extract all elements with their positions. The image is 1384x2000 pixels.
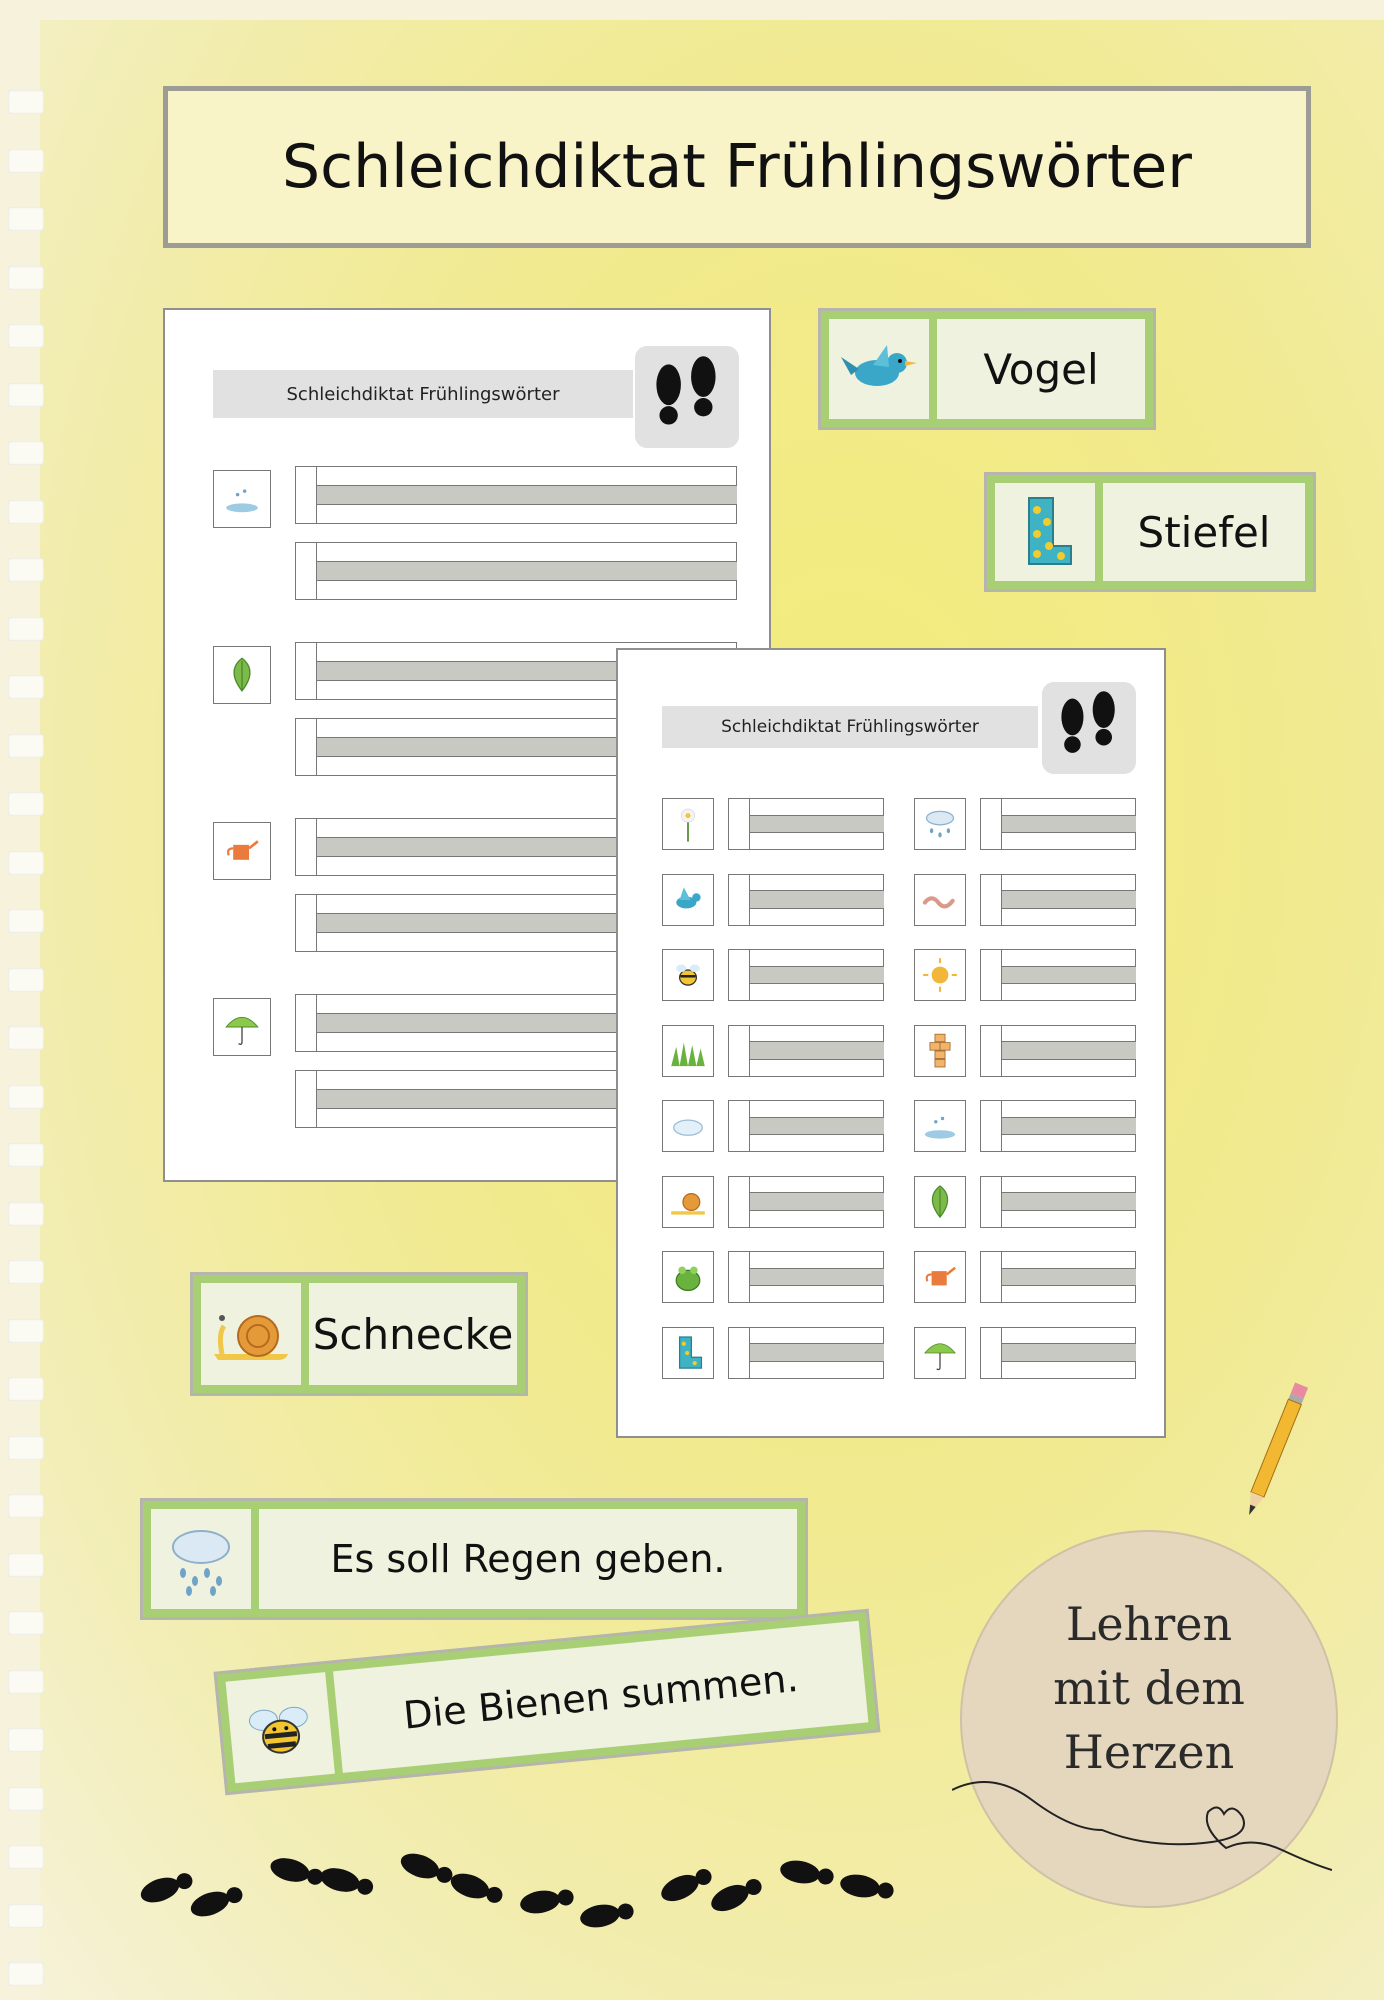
snail-icon bbox=[662, 1176, 714, 1228]
line-house-icon bbox=[980, 1025, 1002, 1077]
spiral-hole bbox=[8, 441, 44, 465]
footprint-icon bbox=[657, 1864, 715, 1907]
rain-cloud-icon bbox=[914, 798, 966, 850]
umbrella-icon bbox=[914, 1327, 966, 1379]
line-house-icon bbox=[728, 1327, 750, 1379]
writing-line bbox=[728, 1176, 884, 1228]
leaf-icon bbox=[213, 646, 271, 704]
spiral-hole bbox=[8, 1611, 44, 1635]
word-card-label: Schnecke bbox=[309, 1283, 517, 1385]
footprint-icon bbox=[137, 1868, 195, 1907]
writing-line bbox=[295, 466, 737, 524]
spiral-hole bbox=[8, 675, 44, 699]
snail-icon bbox=[201, 1283, 301, 1385]
spiral-hole bbox=[8, 1319, 44, 1343]
pencil-icon bbox=[1240, 1376, 1310, 1526]
spiral-hole bbox=[8, 909, 44, 933]
watering-can-icon bbox=[213, 822, 271, 880]
spiral-hole bbox=[8, 1845, 44, 1869]
writing-line bbox=[980, 1100, 1136, 1152]
writing-line bbox=[980, 874, 1136, 926]
writing-line bbox=[980, 949, 1136, 1001]
spiral-hole bbox=[8, 558, 44, 582]
boot-icon bbox=[662, 1327, 714, 1379]
spiral-hole bbox=[8, 266, 44, 290]
spiral-hole bbox=[8, 1728, 44, 1752]
spiral-hole bbox=[8, 90, 44, 114]
word-card-label: Vogel bbox=[937, 319, 1145, 419]
footprints-trail bbox=[120, 1830, 980, 1960]
footprint-icon bbox=[397, 1849, 455, 1888]
spiral-hole bbox=[8, 1904, 44, 1928]
line-house-icon bbox=[728, 1251, 750, 1303]
writing-line bbox=[728, 1251, 884, 1303]
line-house-icon bbox=[295, 718, 317, 776]
word-card-stiefel bbox=[984, 472, 1316, 592]
line-house-icon bbox=[980, 1100, 1002, 1152]
writing-line bbox=[980, 798, 1136, 850]
worksheet-two-column bbox=[616, 648, 1166, 1438]
footprint-icon bbox=[707, 1874, 765, 1917]
writing-line bbox=[728, 798, 884, 850]
watering-can-icon bbox=[914, 1251, 966, 1303]
writing-line bbox=[295, 542, 737, 600]
notebook-spiral bbox=[0, 0, 60, 2000]
sun-icon bbox=[914, 949, 966, 1001]
spiral-hole bbox=[8, 968, 44, 992]
footprint-icon bbox=[578, 1899, 635, 1930]
footprint-icon bbox=[268, 1854, 326, 1889]
bee-icon bbox=[226, 1672, 335, 1783]
line-house-icon bbox=[980, 1176, 1002, 1228]
line-house-icon bbox=[728, 1025, 750, 1077]
line-house-icon bbox=[980, 798, 1002, 850]
sentence-card-label: Die Bienen summen. bbox=[333, 1621, 868, 1773]
rain-cloud-icon bbox=[151, 1509, 251, 1609]
spiral-hole bbox=[8, 383, 44, 407]
grass-icon bbox=[662, 1025, 714, 1077]
line-house-icon bbox=[295, 818, 317, 876]
line-house-icon bbox=[980, 949, 1002, 1001]
line-house-icon bbox=[728, 949, 750, 1001]
logo-line-1: Lehren bbox=[1065, 1597, 1233, 1651]
spiral-hole bbox=[8, 1670, 44, 1694]
line-house-icon bbox=[728, 1176, 750, 1228]
spiral-hole bbox=[8, 792, 44, 816]
spiral-hole bbox=[8, 1553, 44, 1577]
word-card-schnecke bbox=[190, 1272, 528, 1396]
writing-line bbox=[728, 1327, 884, 1379]
spiral-hole bbox=[8, 1202, 44, 1226]
spiral-hole bbox=[8, 207, 44, 231]
puddle-icon bbox=[914, 1100, 966, 1152]
footprint-icon bbox=[187, 1882, 245, 1921]
sentence-card-regen bbox=[140, 1498, 808, 1620]
cloud-icon bbox=[662, 1100, 714, 1152]
boot-icon bbox=[995, 483, 1095, 581]
flower-icon bbox=[662, 798, 714, 850]
footprint-icon bbox=[518, 1885, 575, 1916]
puddle-icon bbox=[213, 470, 271, 528]
spiral-hole bbox=[8, 1962, 44, 1986]
word-card-label: Stiefel bbox=[1103, 483, 1305, 581]
line-house-icon bbox=[295, 894, 317, 952]
brand-logo bbox=[960, 1530, 1338, 1908]
logo-line-3: Herzen bbox=[1063, 1725, 1235, 1779]
spiral-hole bbox=[8, 500, 44, 524]
writing-line bbox=[728, 874, 884, 926]
spiral-hole bbox=[8, 851, 44, 875]
line-house-icon bbox=[295, 994, 317, 1052]
word-card-vogel bbox=[818, 308, 1156, 430]
umbrella-icon bbox=[213, 998, 271, 1056]
worm-icon bbox=[914, 874, 966, 926]
line-house-icon bbox=[980, 874, 1002, 926]
page-title: Schleichdiktat Frühlingswörter bbox=[163, 86, 1311, 248]
spiral-hole bbox=[8, 1026, 44, 1050]
spiral-hole bbox=[8, 617, 44, 641]
bird-icon bbox=[662, 874, 714, 926]
worksheet-header: Schleichdiktat Frühlingswörter bbox=[662, 706, 1038, 748]
writing-line bbox=[980, 1025, 1136, 1077]
bee-icon bbox=[662, 949, 714, 1001]
line-house-icon bbox=[728, 798, 750, 850]
spiral-hole bbox=[8, 1436, 44, 1460]
frog-icon bbox=[662, 1251, 714, 1303]
line-house-icon bbox=[728, 874, 750, 926]
line-house-icon bbox=[295, 1070, 317, 1128]
writing-line bbox=[728, 1100, 884, 1152]
spiral-hole bbox=[8, 1085, 44, 1109]
footprints-icon bbox=[635, 346, 739, 448]
footprint-icon bbox=[447, 1869, 505, 1908]
spiral-hole bbox=[8, 1377, 44, 1401]
sentence-card-label: Es soll Regen geben. bbox=[259, 1509, 797, 1609]
spiral-hole bbox=[8, 1143, 44, 1167]
writing-line bbox=[980, 1176, 1136, 1228]
writing-line bbox=[980, 1251, 1136, 1303]
line-house-icon bbox=[980, 1327, 1002, 1379]
spiral-hole bbox=[8, 1260, 44, 1284]
writing-line bbox=[728, 1025, 884, 1077]
spiral-hole bbox=[8, 1787, 44, 1811]
bird-icon bbox=[829, 319, 929, 419]
footprint-icon bbox=[778, 1858, 835, 1889]
writing-line bbox=[980, 1327, 1136, 1379]
heart-swirl-icon bbox=[952, 1750, 1332, 1880]
line-house-icon bbox=[295, 466, 317, 524]
logo-line-2: mit dem bbox=[1053, 1661, 1245, 1715]
spiral-hole bbox=[8, 324, 44, 348]
line-house-icon bbox=[980, 1251, 1002, 1303]
spiral-hole bbox=[8, 734, 44, 758]
worksheet-header: Schleichdiktat Frühlingswörter bbox=[213, 370, 633, 418]
hopscotch-icon bbox=[914, 1025, 966, 1077]
footprints-icon bbox=[1042, 682, 1136, 774]
leaf-icon bbox=[914, 1176, 966, 1228]
line-house-icon bbox=[728, 1100, 750, 1152]
spiral-hole bbox=[8, 1494, 44, 1518]
line-house-icon bbox=[295, 642, 317, 700]
footprint-icon bbox=[838, 1872, 895, 1903]
writing-line bbox=[728, 949, 884, 1001]
spiral-hole bbox=[8, 149, 44, 173]
footprint-icon bbox=[318, 1864, 376, 1899]
line-house-icon bbox=[295, 542, 317, 600]
